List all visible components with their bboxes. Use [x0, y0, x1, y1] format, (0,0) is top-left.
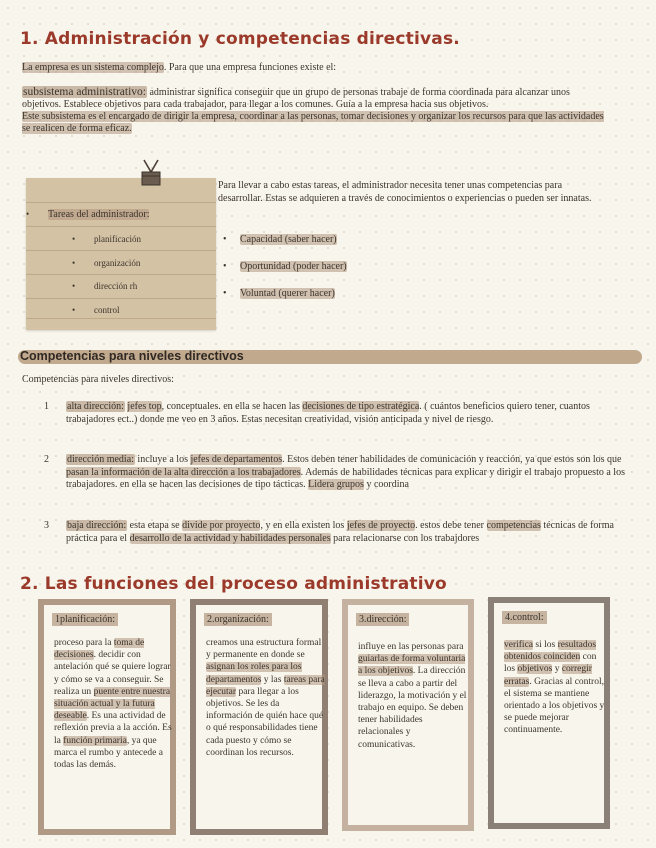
card-title: 3.dirección: [356, 613, 409, 626]
task-item: • organización [94, 258, 140, 268]
nivel-item-media: dirección media: incluye a los jefes de departamentos. Estos deben tener habilidades de comunicación y reacción, ya que estos son los que pasan la información de la alta dirección a los trabajadores. Además de habilidades técnicas para explicar y dirigir el trabajo propuesto a los trabajadores. en ella se hacen las decisiones de tipo tácticas. Lidera grupos y coordina [66, 454, 625, 490]
item-number: 2 [44, 454, 49, 465]
niveles-subtitle: Competencias para niveles directivos: [22, 374, 174, 385]
card-title: 2.organización: [204, 613, 272, 626]
subsistema-highlight: subsistema administrativo: [23, 86, 146, 98]
nivel-item-baja: baja dirección: esta etapa se divide por proyecto, y en ella existen los jefes de proyecto. estos debe tener competencias técnicas de forma práctica para el desarrollo de la actividad y habilidades personales para relacionarse con los trabajdores [66, 520, 614, 544]
task-item: • dirección rh [94, 281, 137, 291]
niveles-bar-title: Competencias para niveles directivos [20, 349, 244, 363]
competencias-text: Para llevar a cabo estas tareas, el administrador necesita tener unas competencias para desarrollar. Estas se adquieren a través de conocimientos o experiencias o pueden ser innatas. [218, 180, 592, 204]
intro-highlight: La empresa es un sistema complejo [22, 62, 164, 73]
card-control [488, 597, 610, 829]
task-item: • control [94, 305, 120, 315]
card-body: verifica si los resultados obtenidos coinciden con los objetivos y corregir erratas. Gracias al control, el sistema se mantiene orientado a los objetivos y se puede mejorar continuamente. [504, 640, 605, 736]
section1-title: 1. Administración y competencias directivas. [20, 29, 460, 49]
competencia-item: • Capacidad (saber hacer) [240, 233, 347, 260]
item-number: 3 [44, 520, 49, 531]
binder-clip-icon [140, 158, 162, 188]
tasks-notepad [26, 178, 216, 330]
card-body: proceso para la toma de decisiones. decidir con antelación qué se quiere lograr y cómo se va a conseguir. Se realiza un puente entre nuestra situación actual y la futura deseable. Es una actividad de reflexión previa a la acción. Es la función primaria, ya que marca el rumbo y antecede a todas las demás. [54, 638, 172, 771]
intro-rest: . Para que una empresa funciones existe el: [163, 62, 337, 73]
subsistema-text: administrar significa conseguir que un grupo de personas trabaje de forma coordinada para alcanzar unos objetivos. Establece objetivos para cada trabajador, para llegar a los comunes. Guía a la empresa hacia sus objetivos. [22, 87, 570, 110]
card-organizacion [190, 599, 328, 835]
intro-text [22, 62, 336, 74]
competencia-item: • Voluntad (querer hacer) [240, 287, 347, 314]
competencia-item: • Oportunidad (poder hacer) [240, 260, 347, 287]
card-title: 1planificación: [52, 613, 118, 626]
competencias-list [240, 233, 347, 314]
subsistema-line2: Este subsistema es el encargado de dirigir la empresa, coordinar a las personas, tomar decisiones y organizar los recursos para que las actividades se realicen de forma eficaz. [22, 111, 604, 134]
subsistema-paragraph [22, 86, 608, 135]
nivel-item-alta: alta dirección: jefes top, conceptuales. en ella se hacen las decisiones de tipo estratégica. ( cuántos beneficios quiero tener, cuantos trabajadores ect..) donde me veo en 3 años. Estas necesitan creatividad, visión anticipada y nivel de riesgo. [66, 401, 590, 425]
card-direccion [342, 599, 474, 831]
task-item: • planificación [94, 234, 141, 244]
card-title: 4.control: [502, 611, 547, 624]
card-body: influye en las personas para guiarlas de forma voluntaria a los objetivos. La dirección se lleva a cabo a partir del liderazgo, la motivación y el trabajo en equipo. Se deben tener habilidades relacionales y comunicativas. [358, 642, 467, 750]
card-body: creamos una estructura formal y permanente en donde se asignan los roles para los departamentos y las tareas para ejecutar para llegar a los objetivos. Se les da información de quién hace qué o qué responsabilidades tiene cada puesto y cómo se coordinan los recursos. [206, 638, 325, 758]
item-number: 1 [44, 401, 49, 412]
notepad-title: • Tareas del administrador: [48, 209, 149, 220]
section2-title: 2. Las funciones del proceso administrativo [20, 574, 447, 594]
card-planificacion [38, 599, 176, 835]
